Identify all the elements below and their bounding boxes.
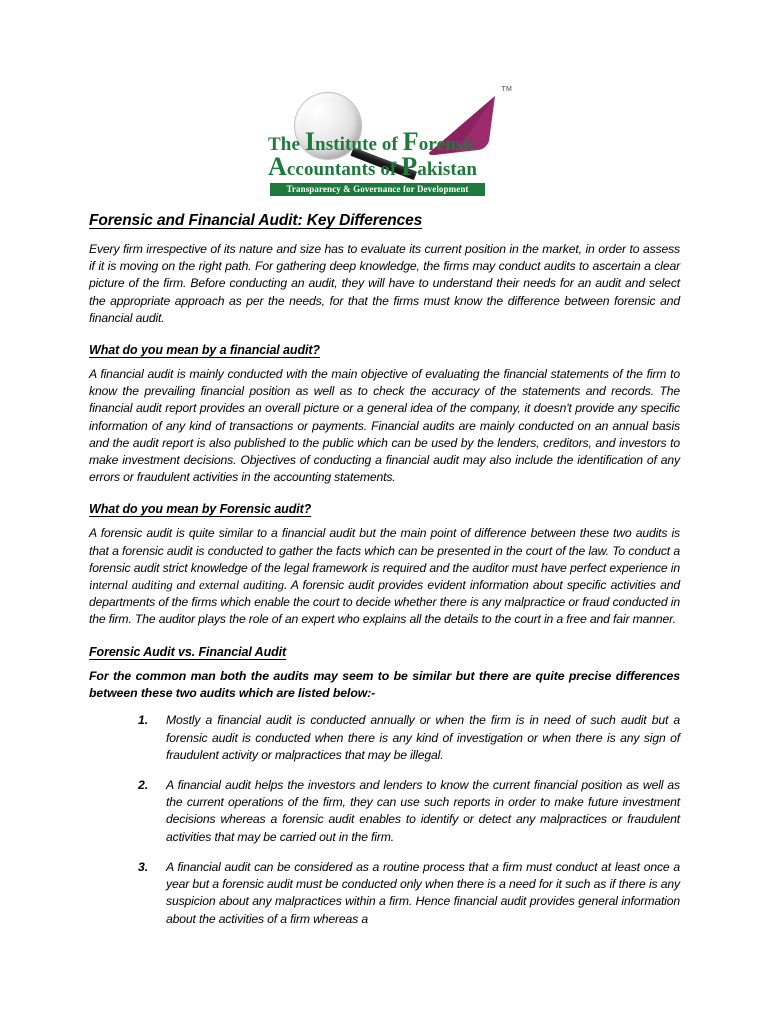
section-heading-financial-audit: What do you mean by a financial audit? — [89, 343, 320, 358]
forensic-body-part1: A forensic audit is quite similar to a financial audit but the main point of difference between these two audits is that a forensic audit is conducted to gather the facts which can be presented in the court of the law. To conduct a forensic audit strict knowledge of the legal framework is required and the auditor must have perfect experience in — [89, 526, 680, 575]
intro-paragraph: Every firm irrespective of its nature and size has to evaluate its current position in the market, in order to assess if it is moving on the right path. For gathering deep knowledge, the firms may conduct audits to ascertain a clear picture of the firm. Before conducting an audit, they will have to understand their needs for an audit and select the appropriate approach as per the needs, for that the firms must know the difference between forensic and financial audit. — [89, 242, 680, 325]
list-item-number: 2. — [138, 778, 149, 793]
list-item-text: A financial audit helps the investors and lenders to know the current financial position as well as the current operations of the firm, they can use such reports in order to make future investment decisions whereas a forensic audit enables to identify or detect any malpractices or fraudulent activities that may be carried out in the firm. — [166, 778, 680, 844]
logo-stage — [268, 84, 518, 202]
logo-line-1: The Institute of Forensic — [268, 127, 478, 156]
forensic-body-emphasis: internal auditing and external auditing. — [89, 578, 287, 593]
section-heading-comparison: Forensic Audit vs. Financial Audit — [89, 644, 287, 659]
list-item-number: 1. — [138, 713, 149, 728]
document-content — [89, 212, 680, 941]
page-title: Forensic and Financial Audit: Key Differences — [89, 212, 423, 229]
list-item — [89, 712, 680, 764]
organization-logo — [268, 84, 518, 202]
section-heading-forensic-audit: What do you mean by Forensic audit? — [89, 502, 312, 517]
section-body-financial-audit: A financial audit is mainly conducted with the main objective of evaluating the financial statements of the firm to know the prevailing financial position as well as to check the accuracy of the statements and records. The financial audit report provides an overall picture or a general idea of the company, it doesn't provide any specific information of any kind of transactions or payments. Financial audits are mainly conducted on an annual basis and the audit report is also published to the public which can be used by the lenders, creditors, and investors to make investment decisions. Objectives of conducting a financial audit may also include the identification of any errors or fraudulent activities in the accounting statements. — [89, 367, 680, 485]
trademark-icon: TM — [501, 86, 512, 93]
forensic-body-part2: A forensic audit provides evident information about specific activities and departments of the firms which enable the court to decide whether there is any malpractice or fraud conducted in the firm. The auditor plays the role of an expert who explains all the details to the court in a free and fair manner. — [89, 578, 680, 627]
list-item-text: Mostly a financial audit is conducted annually or when the firm is in need of such audit but a forensic audit is conducted when there is any kind of investigation or when there is any sign of fraudulent activity or malpractices that may be illegal. — [166, 713, 680, 762]
list-item-text: A financial audit can be considered as a routine process that a firm must conduct at least once a year but a forensic audit must be conducted only when there is a need for it such as if there is any suspicion about any malpractices within a firm. Hence financial audit provides general information about the activities of a firm whereas a — [166, 859, 680, 926]
comparison-list — [89, 712, 680, 927]
list-item — [89, 777, 680, 846]
list-item-number: 3. — [138, 859, 149, 874]
list-item — [89, 859, 680, 928]
logo-line-2: Accountants of Pakistan — [268, 152, 478, 181]
section-body-forensic-audit — [89, 525, 680, 628]
logo-tagline-banner: Transparency & Governance for Development — [270, 183, 485, 196]
comparison-lead-paragraph: For the common man both the audits may seem to be similar but there are quite precise differences between these two audits which are listed below:- — [89, 668, 680, 701]
